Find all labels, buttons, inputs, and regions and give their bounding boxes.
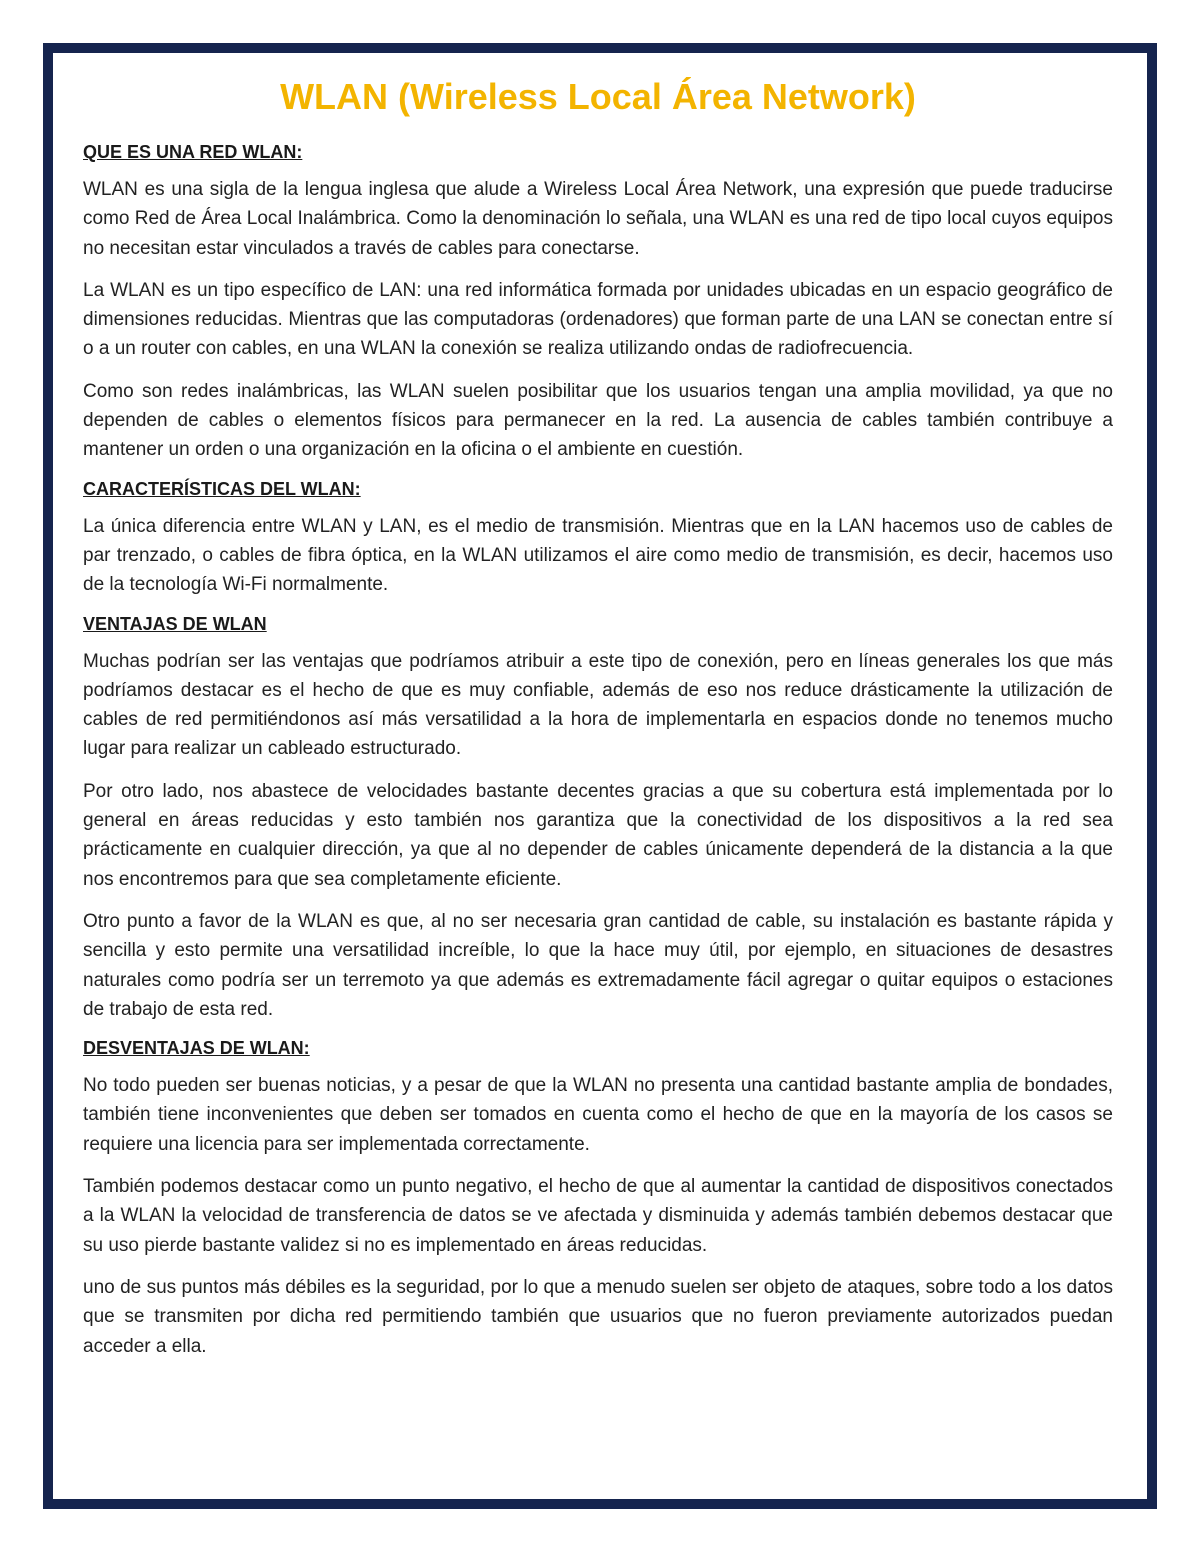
section-ventajas [83,613,1113,1025]
paragraph: También podemos destacar como un punto negativo, el hecho de que al aumentar la cantidad de dispositivos conectados a la WLAN la velocidad de transferencia de datos se ve afectada y disminuida y además también debemos destacar que su uso pierde bastante validez si no es implementado en áreas reducidas. [83,1176,1113,1256]
paragraph: La WLAN es un tipo específico de LAN: una red informática formada por unidades ubicadas en un espacio geográfico de dimensiones reducidas. Mientras que las computadoras (ordenadores) que forman parte de una LAN se conectan entre sí o a un router con cables, en una WLAN la conexión se realiza utilizando ondas de radiofrecuencia. [83,279,1113,360]
section-desventajas [83,1037,1113,1361]
paragraph: WLAN es una sigla de la lengua inglesa que alude a Wireless Local Área Network, una expresión que puede traducirse como Red de Área Local Inalámbrica. Como la denominación lo señala, una WLAN es una red de tipo local cuyos equipos no necesitan estar vinculados a través de cables para conectarse. [83,179,1113,259]
paragraph: Muchas podrían ser las ventajas que podríamos atribuir a este tipo de conexión, pero en líneas generales los que más podríamos destacar es el hecho de que es muy confiable, además de eso nos reduce drásticamente la utilización de cables de red permitiéndonos así más versatilidad a la hora de implementarla en espacios donde no tenemos mucho lugar para realizar un cableado estructurado. [83,650,1113,760]
section-caracteristicas [83,478,1113,600]
paragraph: Otro punto a favor de la WLAN es que, al no ser necesaria gran cantidad de cable, su instalación es bastante rápida y sencilla y esto permite una versatilidad increíble, lo que la hace muy útil, por ejemplo, en situaciones de desastres naturales como podría ser un terremoto ya que además es extremadamente fácil agregar o quitar equipos o estaciones de trabajo de esta red. [83,910,1113,1020]
document-title: WLAN (Wireless Local Área Network) [280,76,916,117]
paragraph: Por otro lado, nos abastece de velocidades bastante decentes gracias a que su cobertura está implementada por lo general en áreas reducidas y esto también nos garantiza que la conectividad de los dispositivos a la red sea prácticamente en cualquier dirección, ya que al no depender de cables únicamente dependerá de la distancia a la que nos encontremos para que sea completamente eficiente. [83,780,1113,890]
section-heading-que-es: QUE ES UNA RED WLAN: [83,142,303,162]
section-heading-desventajas: DESVENTAJAS DE WLAN: [83,1038,310,1059]
page-border-frame [43,43,1157,1509]
paragraph: uno de sus puntos más débiles es la seguridad, por lo que a menudo suelen ser objeto de ataques, sobre todo a los datos que se transmiten por dicha red permitiendo también que usuarios que no fueron previamente autorizados puedan acceder a ella. [83,1276,1113,1357]
paragraph: Como son redes inalámbricas, las WLAN suelen posibilitar que los usuarios tengan una amplia movilidad, ya que no dependen de cables o elementos físicos para permanecer en la red. La ausencia de cables también contribuye a mantener un orden o una organización en la oficina o el ambiente en cuestión. [83,380,1113,461]
document-content [83,75,1113,1374]
paragraph: La única diferencia entre WLAN y LAN, es el medio de transmisión. Mientras que en la LAN hacemos uso de cables de par trenzado, o cables de fibra óptica, en la WLAN utilizamos el aire como medio de transmisión, es decir, hacemos uso de la tecnología Wi-Fi normalmente. [83,515,1113,596]
section-heading-ventajas: VENTAJAS DE WLAN [83,613,267,634]
paragraph: No todo pueden ser buenas noticias, y a pesar de que la WLAN no presenta una cantidad bastante amplia de bondades, también tiene inconvenientes que deben ser tomados en cuenta como el hecho de que en la mayoría de los casos se requiere una licencia para ser implementada correctamente. [83,1075,1113,1155]
section-heading-caracteristicas: CARACTERÍSTICAS DEL WLAN: [83,478,361,499]
section-que-es [83,141,1113,465]
